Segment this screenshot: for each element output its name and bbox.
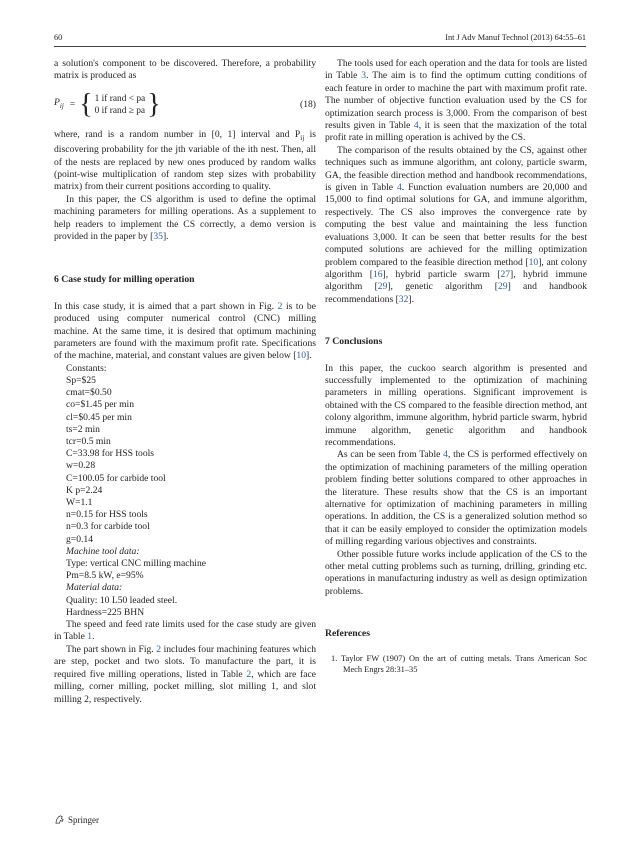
references-heading: References	[325, 628, 371, 640]
springer-horse-icon	[54, 814, 65, 825]
table-link-1[interactable]: 1	[87, 631, 93, 643]
page-number: 60	[54, 33, 63, 42]
paragraph-comparison: The comparison of the results obtained by the CS, against other techniques such as immune algorithm, ant colony, particle swarm, GA, the feasible direction method and handbook recommendations, is given in Table 4. Function evaluation numbers are 20,000 and 15,000 to find optimal solutions for GA, and immune algorithm, respectively. The CS also improves the convergence rate by computing the best value and maintaining the less function evaluations 3,000. It can be seen that better results for the best computed solutions are achieved for the milling optimization problem compared to the feasible direction method [10], ant colony algorithm [16], hybrid particle swarm [27], hybrid immune algorithm [29], genetic algorithm [29] and handbook recommendations [32].	[325, 144, 587, 305]
ref-link-35[interactable]: 35	[153, 230, 163, 242]
ref-link-32[interactable]: 32	[398, 293, 409, 305]
equation-case-2: 0 if rand ≥ pa	[94, 105, 146, 116]
equation-cases	[95, 93, 146, 117]
paragraph-where: where, rand is a random number in [0, 1] interval and $P_{ij}$ is discovering probability for the jth variable of the ith nest. Then, all of the nests are replaced by new ones produced by random walks (point-wise multiplication of random step sizes with probability matrix) from their current positions according to quality.	[54, 128, 316, 193]
paragraph-part-features: The part shown in Fig. 2 includes four machining features which are step, pocket and two slots. To manufacture the part, it is required five milling operations, listed in Table 2, which are face milling, corner milling, pocket milling, slot milling 1, and slot milling 2, respectively.	[54, 643, 316, 705]
ref-link-27[interactable]: 27	[500, 268, 511, 280]
table-link-4a[interactable]: 4	[413, 120, 419, 132]
section-7-heading: 7 Conclusions	[325, 336, 383, 348]
equation-case-1: 1 if rand < pa	[94, 93, 146, 104]
section-6-heading: 6 Case study for milling operation	[54, 274, 195, 286]
constants-list	[54, 363, 316, 619]
paragraph-conclusions: In this paper, the cuckoo search algorithm is presented and successfully implemented to the optimization of machining parameters in milling operations. Significant improvement is obtained with the CS compared to the feasible direction method, ant colony algorithm, immune algorithm, hybrid particle swarm, hybrid immune algorithm, genetic algorithm and handbook recommendations.	[325, 362, 587, 448]
machine-label: Machine tool data:	[66, 545, 140, 557]
const-co: co=$1.45 per min	[66, 399, 135, 411]
left-column	[54, 58, 316, 706]
equation-number: (18)	[300, 98, 316, 110]
table-link-4c[interactable]: 4	[443, 449, 448, 461]
const-tcr: tcr=0.5 min	[66, 436, 111, 448]
machine-pm: Pm=8.5 kW, e=95%	[66, 570, 144, 582]
material-label: Material data:	[66, 582, 123, 594]
reference-1: 1. Taylor FW (1907) On the art of cutting metals. Trans American Soc Mech Engrs 28:31–35	[331, 653, 587, 674]
right-brace-icon: }	[147, 88, 161, 120]
paragraph-future: Other possible future works include application of the CS to the other metal cutting problems such as turning, drilling, grinding etc. operations in manufacturing industry as well as design optimization problems.	[325, 548, 587, 597]
paragraph-case-study: In this case study, it is aimed that a part shown in Fig. 2 is to be produced using computer numerical control (CNC) milling machine. At the same time, it is desired that optimum machining parameters are found with the maximum profit rate. Specifications of the machine, material, and constant values are given below [10].	[54, 300, 316, 362]
machine-type: Type: vertical CNC milling machine	[66, 558, 207, 570]
const-ts: ts=2 min	[66, 423, 100, 435]
table-link-4b[interactable]: 4	[397, 182, 402, 194]
const-cmat: cmat=$0.50	[66, 387, 112, 399]
paragraph-tools: The tools used for each operation and the data for tools are listed in Table 3. The aim is to find the optimum cutting conditions of each feature in order to machine the part with maximum profit rate. The number of objective function evaluation used by the CS for optimization search process is 3,000. From the comparison of best results given in Table 4, it is seen that the maxization of the total profit rate in milling operation is achived by the CS.	[325, 58, 587, 144]
header-rule	[54, 46, 586, 47]
running-header	[54, 33, 586, 47]
table-link-2[interactable]: 2	[246, 668, 252, 680]
fig-link-2[interactable]: 2	[277, 300, 283, 312]
const-n-carbide: n=0.3 for carbide tool	[66, 521, 150, 533]
left-brace-icon: {	[79, 88, 93, 120]
paragraph-table4: As can be seen from Table 4, the CS is performed effectively on the optimization of machining parameters of the milling operation problem finding better solutions compared to other approaches in the literature. These results show that the CS is an important alternative for optimization of machining parameters in milling operations. In addition, the CS is a generalized solution method so that it can be easily employed to consider the optimization models of milling regarding various objectives and constraints.	[325, 449, 587, 548]
equation-lhs: $P_{ij}$	[54, 97, 64, 111]
ref-link-29b[interactable]: 29	[497, 281, 508, 293]
constants-label: Constants:	[66, 362, 107, 374]
material-quality: Quality: 10 L50 leaded steel.	[66, 594, 178, 606]
publisher-name: Springer	[68, 814, 99, 825]
paragraph-speed-feed: The speed and feed rate limits used for the case study are given in Table 1.	[54, 619, 316, 643]
const-W: W=1.1	[66, 497, 93, 509]
fig-link-2b[interactable]: 2	[156, 643, 162, 655]
right-column	[325, 58, 587, 675]
const-sp: Sp=$25	[66, 375, 96, 387]
material-hardness: Hardness=225 BHN	[66, 606, 145, 618]
ref-link-10[interactable]: 10	[296, 350, 307, 362]
ref-link-10b[interactable]: 10	[528, 256, 539, 268]
const-w: w=0.28	[66, 460, 96, 472]
const-c-hss: C=33.98 for HSS tools	[66, 448, 155, 460]
const-c-carbide: C=100.05 for carbide tool	[66, 472, 166, 484]
footer	[54, 814, 99, 825]
journal-citation: Int J Adv Manuf Technol (2013) 64:55–61	[445, 33, 586, 42]
ref-link-29a[interactable]: 29	[377, 281, 388, 293]
paragraph-cs-define: In this paper, the CS algorithm is used to define the optimal machining parameters for milling operations. As a supplement to help readers to implement the CS correctly, a demo version is provided in the paper by [35].	[54, 193, 316, 242]
ref-link-16[interactable]: 16	[372, 268, 383, 280]
intro-paragraph: a solution's component to be discovered. Therefore, a probability matrix is produced as	[54, 58, 316, 82]
table-link-3[interactable]: 3	[361, 70, 367, 82]
const-cl: cl=$0.45 per min	[66, 411, 132, 423]
equation-18: $P_{ij}$ = { 1 if rand < pa 0 if rand ≥ pa } (18)	[54, 88, 316, 120]
const-kp: K p=2.24	[66, 484, 103, 496]
const-n-hss: n=0.15 for HSS tools	[66, 509, 148, 521]
const-g: g=0.14	[66, 533, 93, 545]
